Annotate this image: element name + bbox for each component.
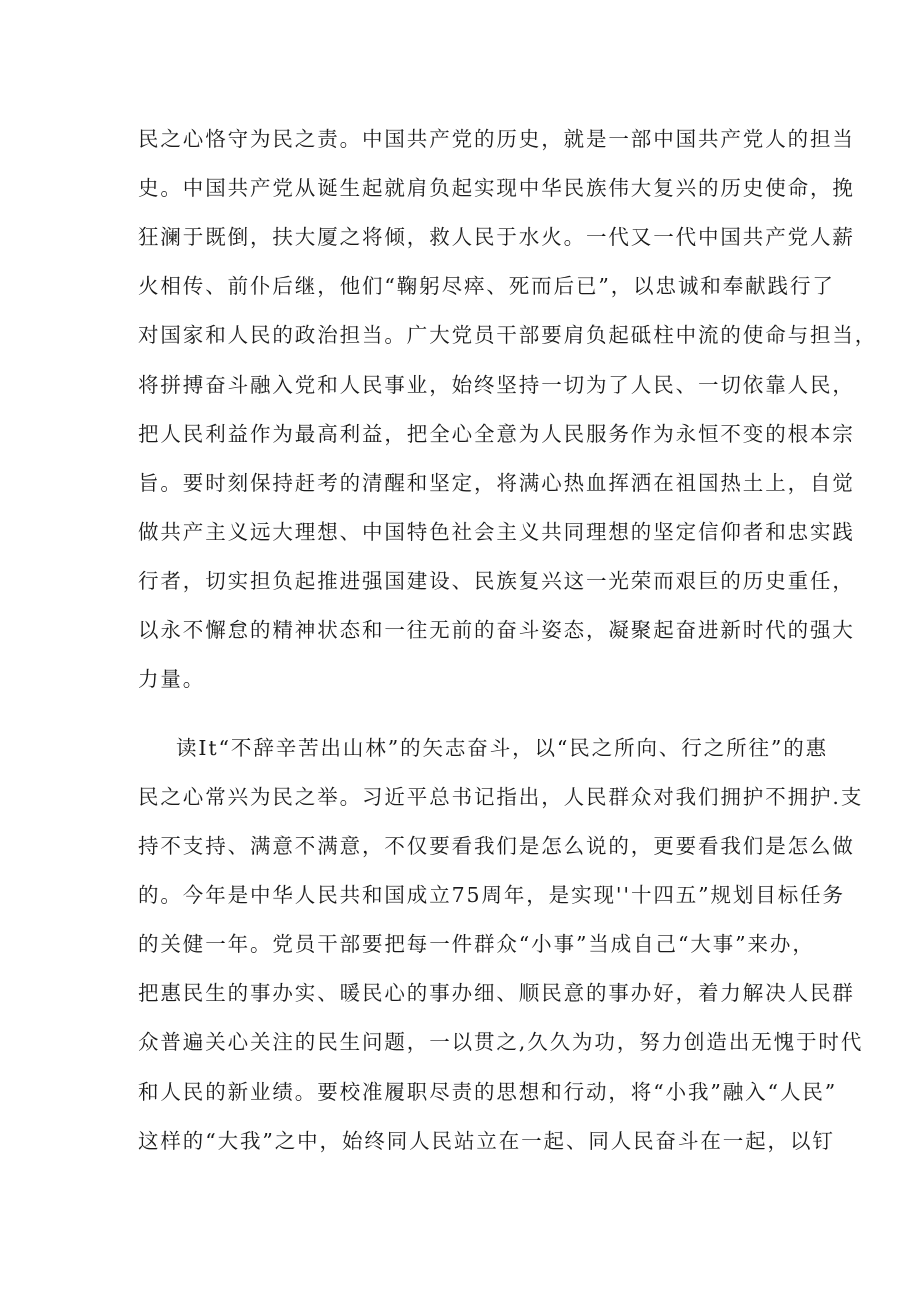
text-line: 旨。要时刻保持赶考的清醒和坚定，将满心热血挥洒在祖国热土上，自觉 xyxy=(138,471,855,495)
text-line: 做共产主义远大理想、中国特色社会主义共同理想的坚定信仰者和忠实践 xyxy=(138,520,855,544)
text-line: 力量。 xyxy=(138,667,206,691)
text-line: 行者，切实担负起推进强国建设、民族复兴这一光荣而艰巨的历史重任， xyxy=(138,569,855,593)
text-line: 将拼搏奋斗融入党和人民事业，始终坚持一切为了人民、一切依靠人民， xyxy=(138,373,855,397)
text-line: 把人民利益作为最高利益，把全心全意为人民服务作为永恒不变的根本宗 xyxy=(138,422,855,446)
text-line: 的。今年是中华人民共和国成立75周年，是实现''十四五”规划目标任务 xyxy=(138,883,845,907)
text-line: 的关健一年。党员干部要把每一件群众“小事”当成自己“大事”来办， xyxy=(138,932,815,956)
text-line: 把惠民生的事办实、暖民心的事办细、顺民意的事办好，着力解决人民群 xyxy=(138,981,855,1005)
text-line: 读It“不辞辛苦出山林”的矢志奋斗，以“民之所向、行之所往”的惠 xyxy=(176,736,829,760)
text-line: 众普遍关心关注的民生问题，一以贯之,久久为功，努力创造出无愧于时代 xyxy=(138,1030,864,1054)
text-line: 民之心恪守为民之责。中国共产党的历史，就是一部中国共产党人的担当 xyxy=(138,127,855,151)
text-line: 火相传、前仆后继，他们“鞠躬尽瘁、死而后已”，以忠诚和奉献践行了 xyxy=(138,274,835,298)
text-line: 史。中国共产党从诞生起就肩负起实现中华民族伟大复兴的历史使命，挽 xyxy=(138,176,855,200)
text-line: 以永不懈怠的精神状态和一往无前的奋斗姿态，凝聚起奋进新时代的强大 xyxy=(138,618,855,642)
text-line: 持不支持、满意不满意，不仅要看我们是怎么说的，更要看我们是怎么做 xyxy=(138,834,855,858)
text-line: 对国家和人民的政治担当。广大党员干部要肩负起砥柱中流的使命与担当， xyxy=(138,323,878,347)
text-line: 狂澜于既倒，扶大厦之将倾，救人民于水火。一代又一代中国共产党人薪 xyxy=(138,225,855,249)
text-line: 和人民的新业绩。要校准履职尽责的思想和行动，将“小我”融入“人民” xyxy=(138,1080,838,1104)
text-line: 民之心常兴为民之举。习近平总书记指出，人民群众对我们拥护不拥护.支 xyxy=(138,785,864,809)
text-line: 这样的“大我”之中，始终同人民站立在一起、同人民奋斗在一起，以钉 xyxy=(138,1129,835,1153)
